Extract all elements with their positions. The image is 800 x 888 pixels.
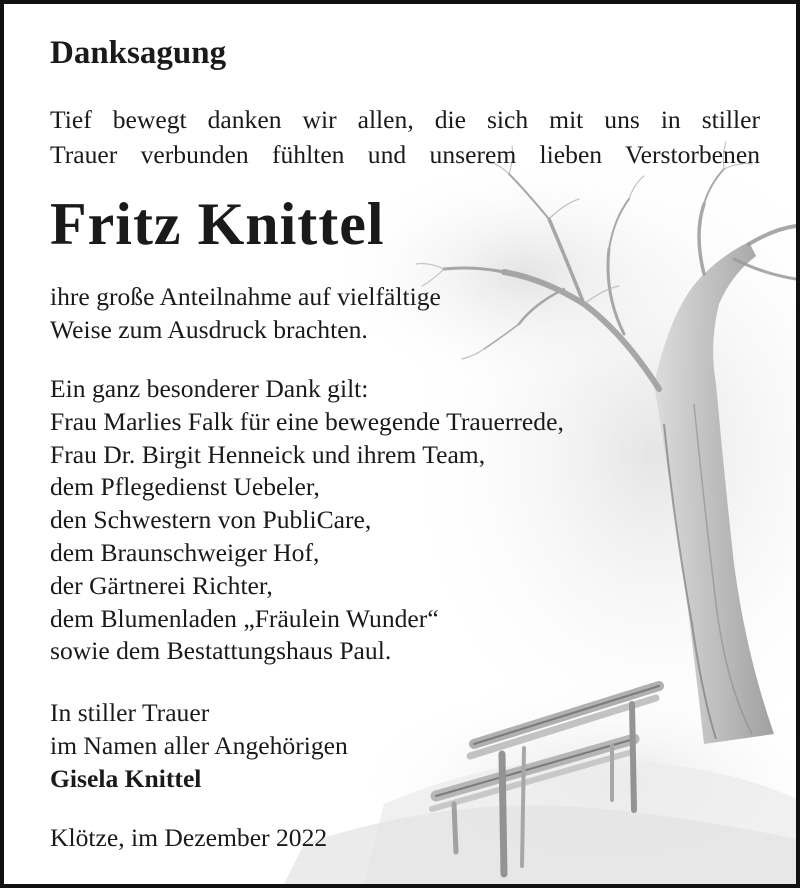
closing-block xyxy=(50,697,348,795)
thanks-item: sowie dem Bestattungshaus Paul. xyxy=(50,636,392,666)
thanks-item: den Schwestern von PubliCare, xyxy=(50,505,372,535)
special-thanks-list xyxy=(50,373,564,668)
special-thanks-intro: Ein ganz besonderer Dank gilt: xyxy=(50,374,369,403)
signature-name: Gisela Knittel xyxy=(50,763,202,793)
gratitude-line: Weise zum Ausdruck brachten. xyxy=(50,314,368,344)
thanks-item: der Gärtnerei Richter, xyxy=(50,570,273,600)
deceased-name: Fritz Knittel xyxy=(50,191,385,257)
thanks-item: Frau Marlies Falk für eine bewegende Trauerrede, xyxy=(50,406,564,436)
gratitude-text xyxy=(50,281,441,347)
intro-line: Trauer verbunden fühlten und unserem lieben Verstorbenen xyxy=(50,140,760,169)
intro-line: Tief bewegt danken wir allen, die sich mit uns in stiller xyxy=(50,105,760,134)
intro-text xyxy=(50,102,760,172)
notice-heading: Danksagung xyxy=(50,35,227,71)
closing-line: im Namen aller Angehörigen xyxy=(50,730,348,760)
gratitude-line: ihre große Anteilnahme auf vielfältige xyxy=(50,282,441,311)
thanks-item: dem Blumenladen „Fräulein Wunder“ xyxy=(50,603,439,633)
thanks-item: Frau Dr. Birgit Henneick und ihrem Team, xyxy=(50,439,486,469)
thanks-item: dem Braunschweiger Hof, xyxy=(50,537,320,567)
thanks-item: dem Pflegedienst Uebeler, xyxy=(50,472,320,502)
closing-line: In stiller Trauer xyxy=(50,698,210,727)
place-date: Klötze, im Dezember 2022 xyxy=(50,823,328,852)
